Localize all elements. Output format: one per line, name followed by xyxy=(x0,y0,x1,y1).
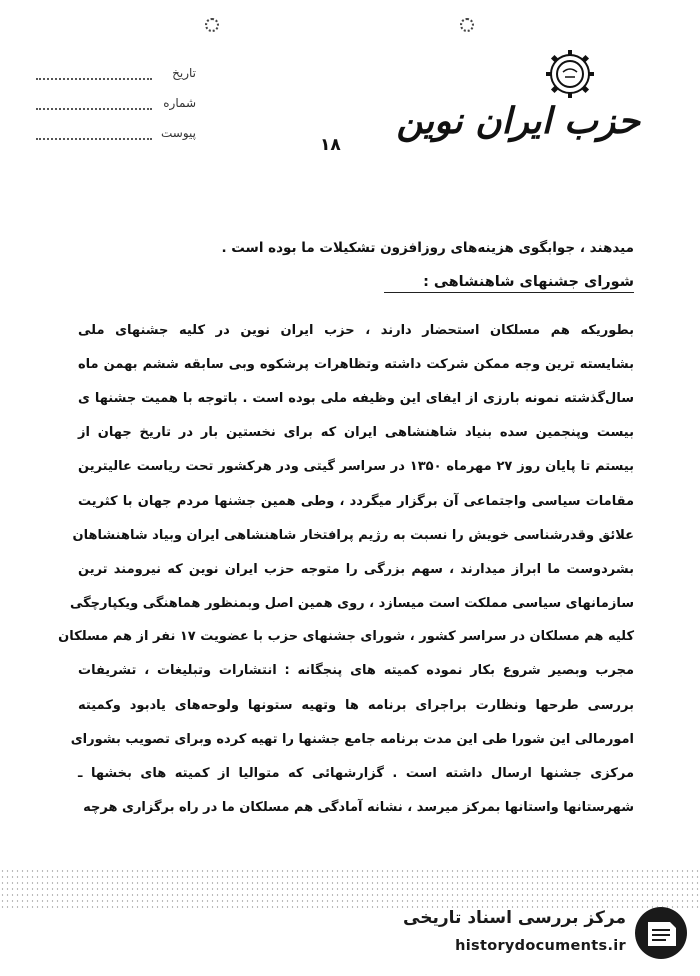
body-line: بیست وپنجمین سده بنیاد شاهنشاهی ایران که برای نخستین بار در تاریخ جهان از xyxy=(78,425,634,440)
punch-hole-mark xyxy=(460,18,474,32)
section-heading: شورای جشنهای شاهنشاهی : xyxy=(423,274,634,290)
body-line: امورمالی این شورا طی این مدت برنامه جامع جشنها را تهیه کرده وبرای تصویب بشورای xyxy=(70,732,634,747)
body-line: بشردوست ما ابراز میدارند ، سهم بزرگی را متوجه حزب ایران نوین که نیرومند ترین xyxy=(78,562,634,577)
scan-noise-band xyxy=(0,868,700,908)
body-line: بیستم تا پایان روز ۲۷ مهرماه ۱۳۵۰ در سراسر گیتی ودر هرکشور تحت ریاست عالیترین xyxy=(78,459,635,474)
page-number: ۱۸ xyxy=(320,135,341,155)
body-line: بطوریکه هم مسلکان استحضار دارند ، حزب ایران نوین در کلیه جشنهای ملی xyxy=(78,323,634,338)
body-line: علائق وقدرشناسی خویش را نسبت به رژیم پرافتخار شاهنشاهی ایران وبیاد شاهنشاهان xyxy=(72,528,634,543)
punch-hole-mark xyxy=(205,18,219,32)
body-line: سازمانهای سیاسی مملکت است میسازد ، روی همین اصل وبمنظور هماهنگی ویکپارچگی xyxy=(69,596,634,611)
attachment-label: پیوست xyxy=(161,126,196,140)
body-line: مجرب وبصیر شروع بکار نموده کمیته های پنجگانه : انتشارات وتبلیغات ، تشریفات xyxy=(78,663,634,678)
heading-underline xyxy=(384,292,634,293)
party-name-heading: حزب ایران نوین xyxy=(396,100,640,142)
date-field-line xyxy=(36,78,152,80)
date-field xyxy=(36,66,196,86)
number-field-line xyxy=(36,108,152,110)
body-line: بشایسته ترین وجه ممکن شرکت داشته وتظاهرات پرشکوه وبی سابقه ششم بهمن ماه xyxy=(78,357,634,372)
body-line: مرکزی جشنها ارسال داشته است . گزارشهائی که متوالیا از کمیته های بخشها ـ xyxy=(78,766,634,781)
attachment-field xyxy=(36,126,196,146)
body-line: بررسی طرحها ونظارت براجرای برنامه ها وتهیه ستونها ولوحه‌های یادبود وکمیته xyxy=(78,698,634,713)
body-line: شهرستانها واستانها بمرکز میرسد ، نشانه آمادگی هم مسلکان ما در راه برگزاری هرچه xyxy=(83,800,634,815)
watermark-title: مرکز بررسی اسناد تاریخی xyxy=(403,908,626,928)
body-line: کلیه هم مسلکان در سراسر کشور ، شورای جشنهای حزب با عضویت ۱۷ نفر از هم مسلکان xyxy=(58,629,634,644)
archive-logo-icon xyxy=(632,904,690,962)
date-label: تاریخ xyxy=(172,66,196,80)
attachment-field-line xyxy=(36,138,152,140)
body-line: مقامات سیاسی واجتماعی آن برگزار میگردد ، وطی همین جشنها مردم جهان با کثریت xyxy=(78,494,634,509)
watermark-url: historydocuments.ir xyxy=(455,938,626,954)
number-label: شماره xyxy=(163,96,196,110)
party-emblem-icon xyxy=(544,48,596,100)
body-line: سال‌گذشته نمونه بارزی از ایفای این وظیفه ملی بوده است . باتوجه با هميت جشنها ی xyxy=(78,391,634,406)
intro-line: میدهند ، جوابگوی هزینه‌های روزافزون تشکیلات ما بوده است . xyxy=(221,240,634,256)
archive-watermark xyxy=(390,904,690,966)
number-field xyxy=(36,96,196,116)
